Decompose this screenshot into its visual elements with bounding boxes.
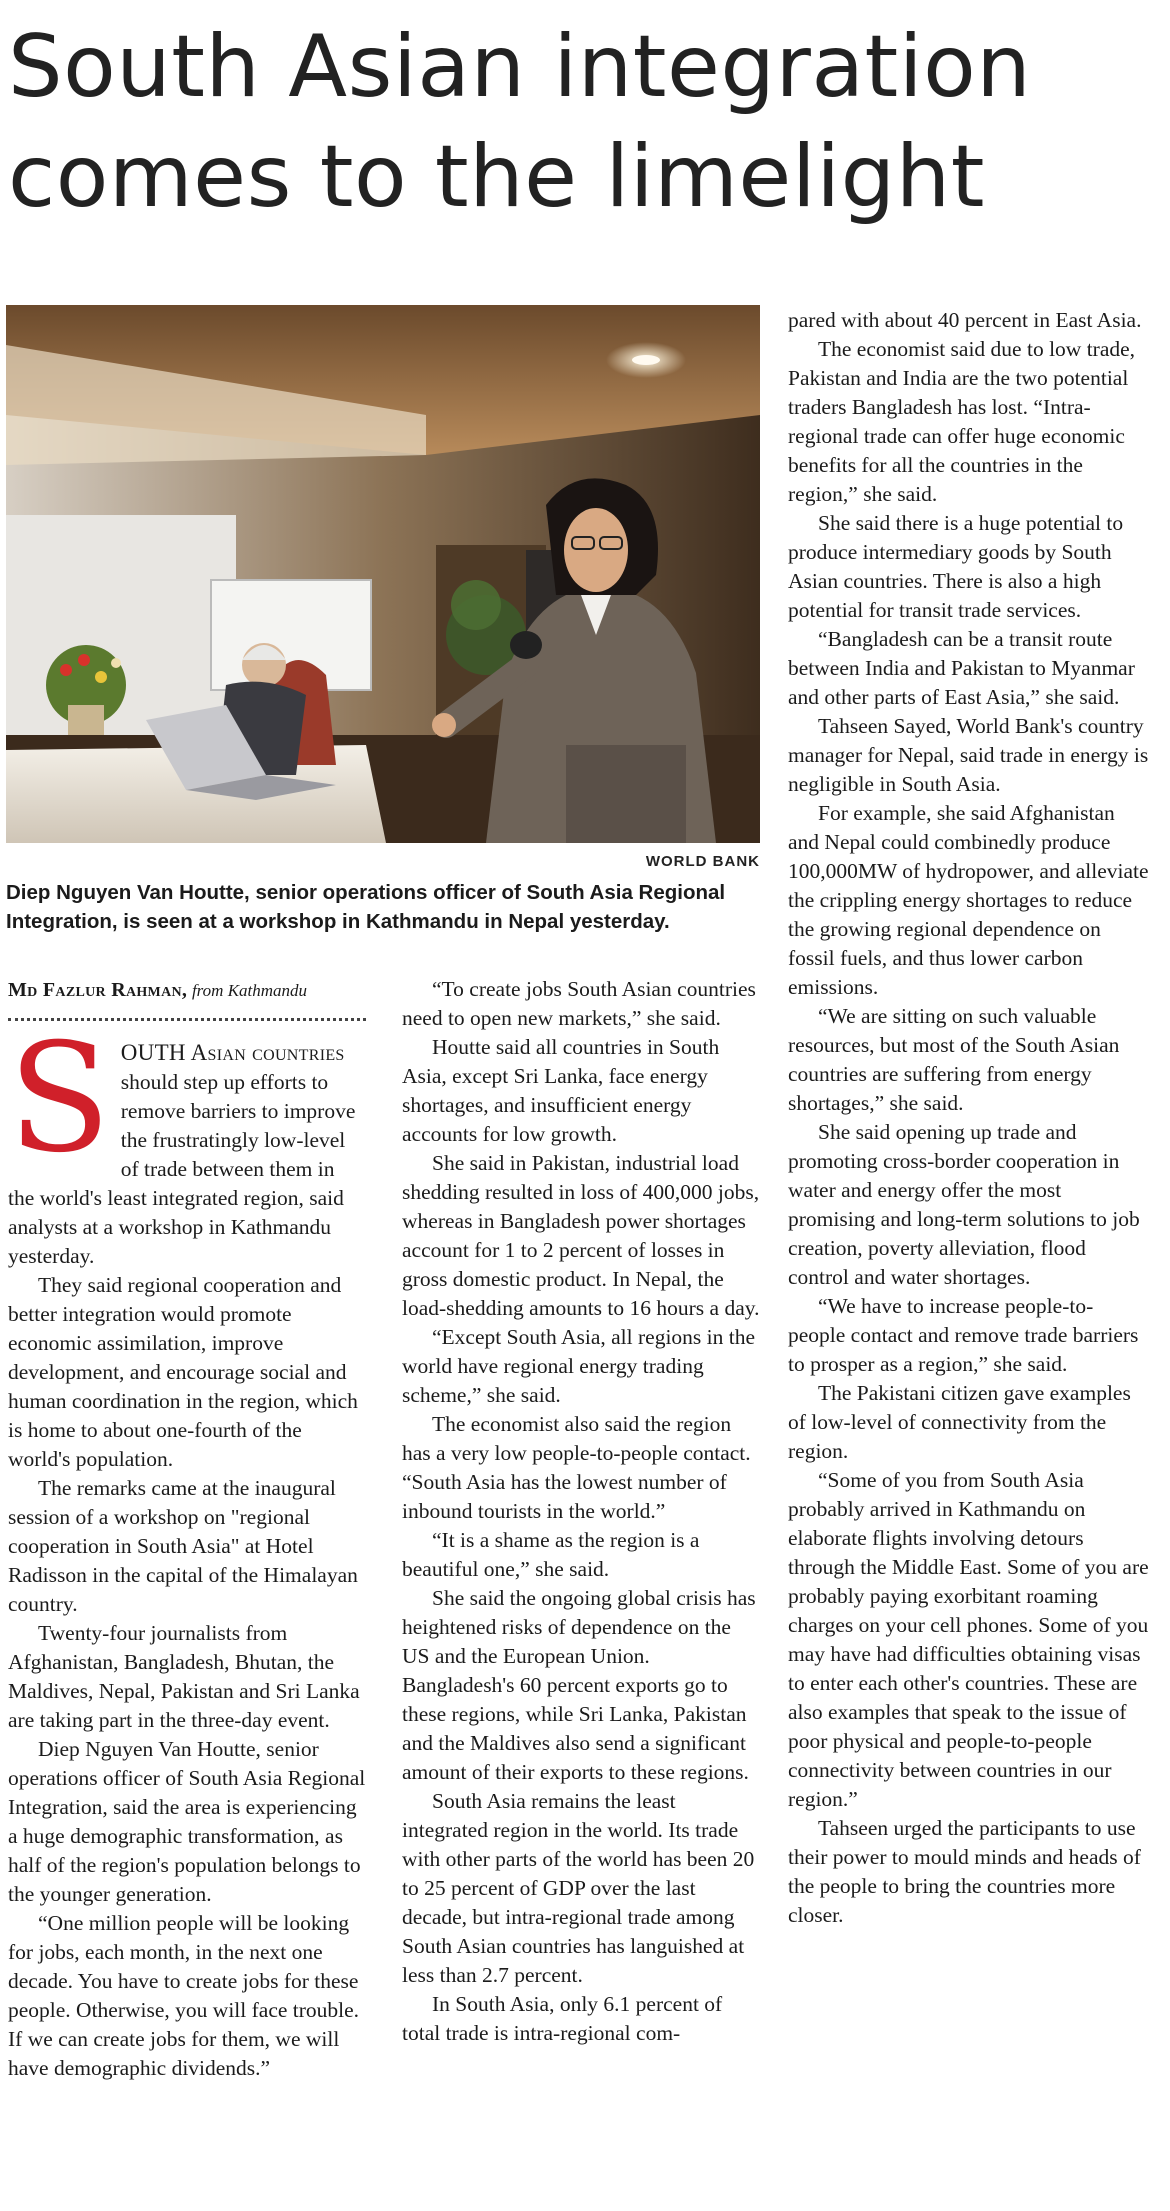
photo-credit: WORLD BANK [645,853,760,870]
paragraph: She said there is a huge potential to produce intermediary goods by South Asian countries. There is also a high potential for transit trade services. [788,511,1124,622]
paragraph: Tahseen urged the participants to use their power to mould minds and heads of the people to bring the countries more closer. [788,1816,1141,1927]
paragraph: She said in Pakistan, industrial load shedding resulted in loss of 400,000 jobs, whereas in Bangladesh power shortages account for 1 to 2 percent of losses in gross domestic product. In Nepal, the load-shedding amounts to 16 hours a day. [402,1151,760,1320]
paragraph: “Except South Asia, all regions in the world have regional energy trading scheme,” she said. [402,1325,756,1407]
paragraph: “To create jobs South Asian countries need to open new markets,” she said. [402,977,756,1030]
column-3 [788,306,1150,1930]
paragraph: “We have to increase people-to-people contact and remove trade barriers to prosper as a region,” she said. [788,1294,1139,1376]
drop-cap: S [8,1012,111,1186]
workshop-photo [6,305,760,843]
paragraph: The remarks came at the inaugural session of a workshop on "regional cooperation in South Asia" at Hotel Radisson in the capital of the Himalayan country. [8,1476,358,1616]
paragraph: Tahseen Sayed, World Bank's country manager for Nepal, said trade in energy is negligible in South Asia. [788,714,1149,796]
continued-paragraph: pared with about 40 percent in East Asia. [788,308,1142,332]
paragraph: “Bangladesh can be a transit route between India and Pakistan to Myanmar and other parts of East Asia,” she said. [788,627,1135,709]
paragraph: “It is a shame as the region is a beautiful one,” she said. [402,1528,700,1581]
paragraph: The economist also said the region has a very low people-to-people contact. “South Asia has the lowest number of inbound tourists in the world.” [402,1412,751,1523]
byline-name: Md Fazlur Rahman, [8,979,188,1001]
byline [8,979,368,1002]
paragraph: They said regional cooperation and better integration would promote economic assimilation, improve development, and encourage social and human coordination in the region, which is home to about one-fourth of the world's population. [8,1273,358,1471]
paragraph: Houtte said all countries in South Asia, except Sri Lanka, face energy shortages, and insufficient energy accounts for low growth. [402,1035,720,1146]
paragraph: South Asia remains the least integrated region in the world. Its trade with other parts of the world has been 20 to 25 percent of GDP over the last decade, but intra-regional trade among South Asian countries has languished at less than 2.7 percent. [402,1789,755,1987]
paragraph: Twenty-four journalists from Afghanistan, Bangladesh, Bhutan, the Maldives, Nepal, Pakistan and Sri Lanka are taking part in the three-day event. [8,1621,360,1732]
paragraph: In South Asia, only 6.1 percent of total trade is intra-regional com- [402,1992,723,2045]
paragraph: She said the ongoing global crisis has heightened risks of dependence on the US and the European Union. Bangladesh's 60 percent exports go to these regions, while Sri Lanka, Pakistan and the Maldives also send a significant amount of their exports to these regions. [402,1586,756,1784]
paragraph: The economist said due to low trade, Pakistan and India are the two potential traders Bangladesh has lost. “Intra-regional trade can offer huge economic benefits for all the countries in the region,” she said. [788,337,1136,506]
lead-text: should step up efforts to remove barriers to improve the frustratingly low-level of trade between them in the world's least integrated region, said analysts at a workshop in Kathmandu yesterday. [8,1070,356,1268]
column-2 [402,975,760,2048]
paragraph: “One million people will be looking for jobs, each month, in the next one decade. You have to create jobs for these people. Otherwise, you will face trouble. If we can create jobs for them, we will have demographic dividends.” [8,1911,360,2080]
paragraph: Diep Nguyen Van Houtte, senior operations officer of South Asia Regional Integration, said the area is experiencing a huge demographic transformation, as half of the region's population belongs to the younger generation. [8,1737,366,1906]
paragraph: For example, she said Afghanistan and Nepal could combinedly produce 100,000MW of hydropower, and alleviate the crippling energy shortages to reduce the growing regional dependence on fossil fuels, and thus lower carbon emissions. [788,801,1149,999]
paragraph: “We are sitting on such valuable resources, but most of the South Asian countries are suffering from energy shortages,” she said. [788,1004,1120,1115]
byline-location: from Kathmandu [191,981,308,1000]
lead-opening: OUTH Asian countries [120,1040,345,1065]
paragraph: The Pakistani citizen gave examples of low-level of connectivity from the region. [788,1381,1131,1463]
lead-paragraph [8,1012,366,1271]
workshop-photo-illustration [6,305,760,843]
photo-caption: Diep Nguyen Van Houtte, senior operations officer of South Asia Regional Integration, is seen at a workshop in Kathmandu in Nepal yesterday. [6,881,726,933]
paragraph: “Some of you from South Asia probably arrived in Kathmandu on elaborate flights involving detours through the Middle East. Some of you are probably paying exorbitant roaming charges on your cell phones. Some of you may have had difficulties obtaining visas to enter each other's countries. These are also examples that speak to the issue of poor physical and people-to-people connectivity between countries in our region.” [788,1468,1149,1811]
paragraph: She said opening up trade and promoting cross-border cooperation in water and energy offer the most promising and long-term solutions to job creation, poverty alleviation, flood control and water shortages. [788,1120,1140,1289]
column-1 [8,1012,366,2083]
headline: South Asian integration comes to the limelight [8,17,1032,227]
